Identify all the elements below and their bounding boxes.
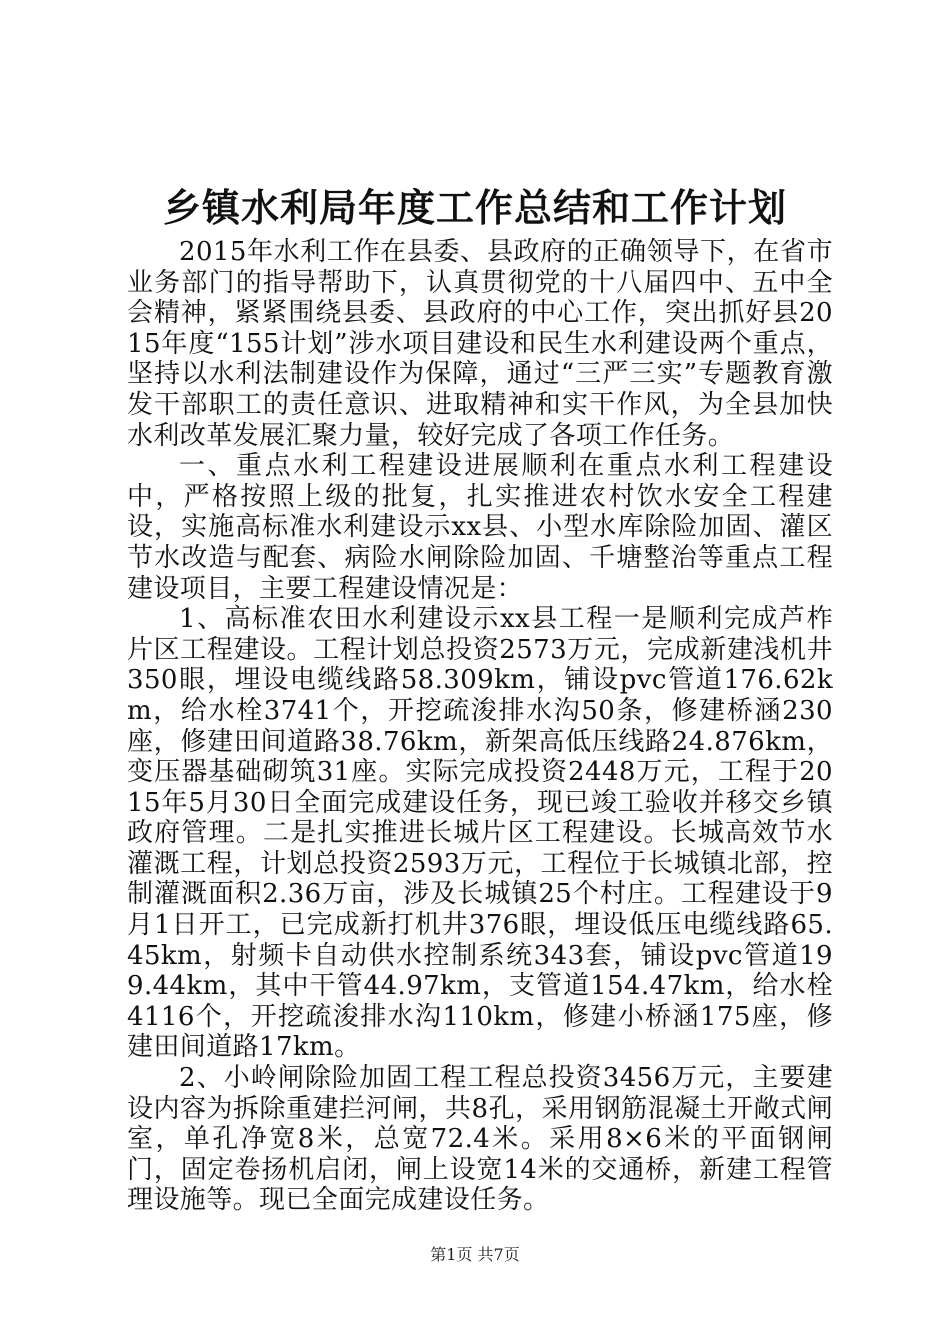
paragraph-section-1: 一、重点水利工程建设进展顺利在重点水利工程建设中，严格按照上级的批复，扎实推进农村饮水安全工程建设，实施高标准水利建设示xx县、小型水库除险加固、灌区节水改造与配套、病险水闸除险加固、千塘整治等重点工程建设项目，主要工程建设情况是： [127, 451, 833, 604]
paragraph-item-2: 2、小岭闸除险加固工程工程总投资3456万元，主要建设内容为拆除重建拦河闸，共8孔，采用钢筋混凝土开敞式闸室，单孔净宽8米，总宽72.4米。采用8×6米的平面钢闸门，固定卷扬机启闭，闸上设宽14米的交通桥，新建工程管理设施等。现已全面完成建设任务。 [127, 1063, 833, 1216]
paragraph-intro: 2015年水利工作在县委、县政府的正确领导下，在省市业务部门的指导帮助下，认真贯彻党的十八届四中、五中全会精神，紧紧围绕县委、县政府的中心工作，突出抓好县2015年度“155计划”涉水项目建设和民生水利建设两个重点，坚持以水利法制建设作为保障，通过“三严三实”专题教育激发干部职工的责任意识、进取精神和实干作风，为全县加快水利改革发展汇聚力量，较好完成了各项工作任务。 [127, 237, 833, 451]
paragraph-item-1: 1、高标准农田水利建设示xx县工程一是顺利完成芦柞片区工程建设。工程计划总投资2573万元，完成新建浅机井350眼，埋设电缆线路58.309km，铺设pvc管道176.62km，给水栓3741个，开挖疏浚排水沟50条，修建桥涵230座，修建田间道路38.76km，新架高低压线路24.876km，变压器基础砌筑31座。实际完成投资2448万元，工程于2015年5月30日全面完成建设任务，现已竣工验收并移交乡镇政府管理。二是扎实推进长城片区工程建设。长城高效节水灌溉工程，计划总投资2593万元，工程位于长城镇北部，控制灌溉面积2.36万亩，涉及长城镇25个村庄。工程建设于9月1日开工，已完成新打机井376眼，埋设低压电缆线路65.45km，射频卡自动供水控制系统343套，铺设pvc管道199.44km，其中干管44.97km，支管道154.47km，给水栓4116个，开挖疏浚排水沟110km，修建小桥涵175座，修建田间道路17km。 [127, 604, 833, 1063]
document-title: 乡镇水利局年度工作总结和工作计划 [162, 186, 787, 230]
page-footer: 第1页 共7页 [430, 1245, 520, 1264]
document-body [127, 237, 833, 1216]
